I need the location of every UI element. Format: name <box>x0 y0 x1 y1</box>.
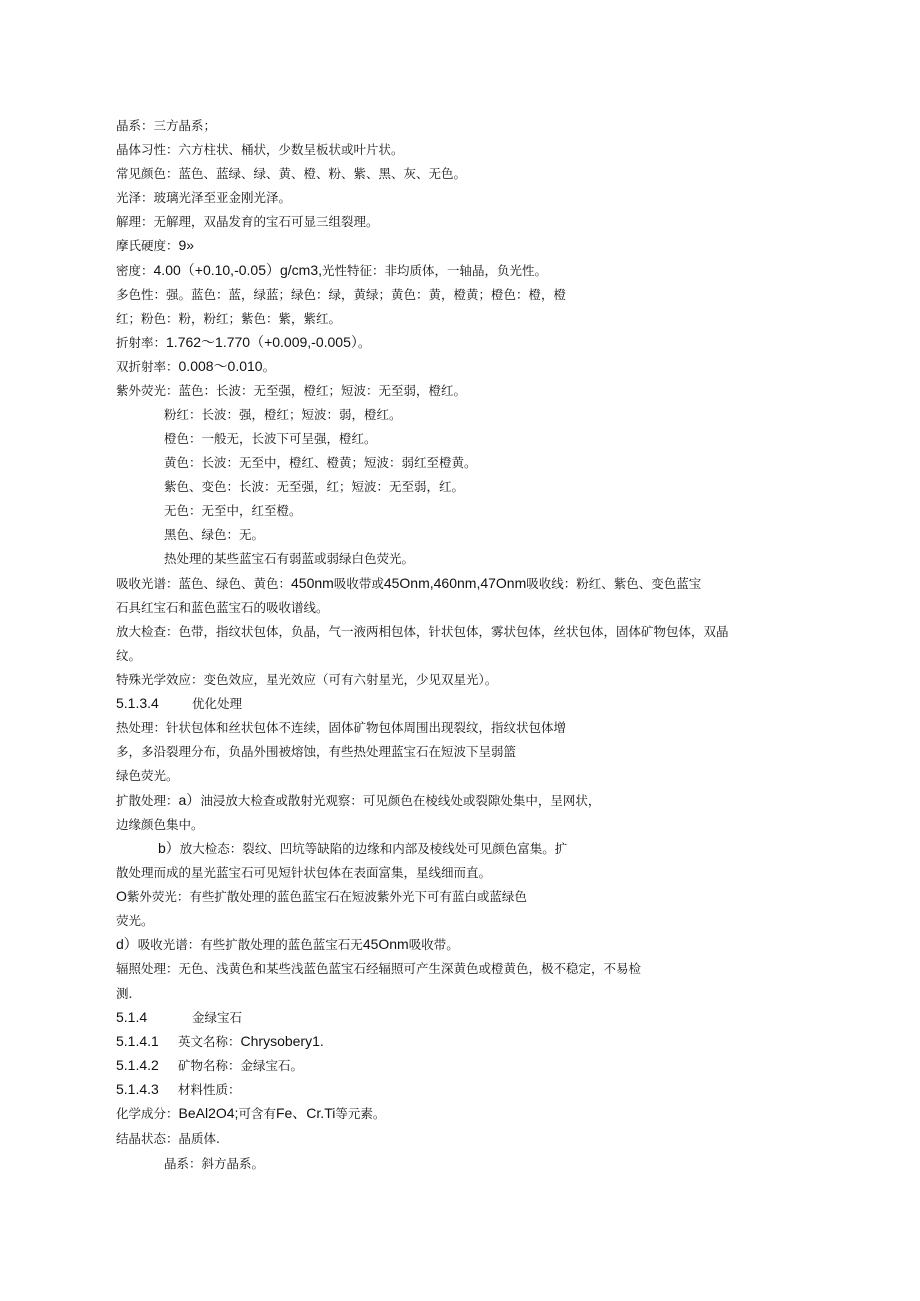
text-line: 多色性：强。蓝色：蓝，绿蓝；绿色：绿，黄绿；黄色：黄，橙黄；橙色：橙，橙 <box>116 287 567 302</box>
text-line: 黑色、绿色：无。 <box>164 527 265 542</box>
text-line: 解理：无解理，双晶发育的宝石可显三组裂理。 <box>116 214 379 229</box>
text-line: 纹。 <box>116 648 142 663</box>
text-line: 结晶状态：晶质体. <box>116 1131 220 1146</box>
text-line: 测. <box>116 986 133 1001</box>
text-line: 荧光。 <box>116 913 154 928</box>
text-line: 折射率：1.762～1.770（+0.009,-0.005）。 <box>116 334 371 350</box>
section-heading: 5.1.4.3 材料性质： <box>116 1081 241 1097</box>
text-line: 吸收光谱：蓝色、绿色、黄色：450nm吸收带或45Onm,460nm,47Onm吸收线：粉红、紫色、变色蓝宝 <box>116 575 702 591</box>
text-line: 晶系：斜方晶系。 <box>164 1156 265 1171</box>
text-line: 无色：无至中，红至橙。 <box>164 503 302 518</box>
section-heading: 5.1.3.4 优化处理 <box>116 695 243 711</box>
section-heading: 5.1.4.2 矿物名称：金绿宝石。 <box>116 1057 304 1073</box>
text-line: 放大检查：色带，指纹状包体，负晶，气一液两相包体，针状包体，雾状包体，丝状包体，固体矿物包体，双晶 <box>116 624 729 639</box>
text-line: 紫色、变色：长波：无至强，红；短波：无至弱，红。 <box>164 479 465 494</box>
text-line: 光泽：玻璃光泽至亚金刚光泽。 <box>116 190 292 205</box>
text-line: 黄色：长波：无至中，橙红、橙黄；短波：弱红至橙黄。 <box>164 455 477 470</box>
text-line: 辐照处理：无色、浅黄色和某些浅蓝色蓝宝石经辐照可产生深黄色或橙黄色，极不稳定，不易检 <box>116 961 642 976</box>
text-line: d）吸收光谱：有些扩散处理的蓝色蓝宝石无45Onm吸收带。 <box>116 936 459 952</box>
text-line: 密度：4.00（+0.10,-0.05）g/cm3,光性特征：非均质体，一轴晶，负光性。 <box>116 262 548 278</box>
text-line: 常见颜色：蓝色、蓝绿、绿、黄、橙、粉、紫、黑、灰、无色。 <box>116 166 467 181</box>
text-line: 化学成分：BeAl2O4;可含有Fe、Cr.Ti等元素。 <box>116 1105 386 1121</box>
text-line: 热处理的某些蓝宝石有弱蓝或弱绿白色荧光。 <box>164 551 415 566</box>
text-line: 紫外荧光：蓝色：长波：无至强，橙红；短波：无至弱，橙红。 <box>116 383 467 398</box>
text-line: 晶体习性：六方柱状、桶状，少数呈板状或叶片状。 <box>116 142 404 157</box>
text-line: 热处理：针状包体和丝状包体不连续，固体矿物包体周围出现裂纹，指纹状包体增 <box>116 720 567 735</box>
text-line: 晶系：三方晶系； <box>116 118 217 133</box>
text-line: 边缘颜色集中。 <box>116 817 204 832</box>
text-line: 红；粉色：粉，粉红；紫色：紫，紫红。 <box>116 311 342 326</box>
text-line: 绿色荧光。 <box>116 768 179 783</box>
text-line: 多，多沿裂理分布，负晶外围被熔蚀，有些热处理蓝宝石在短波下呈弱篮 <box>116 744 517 759</box>
text-line: 橙色：一般无，长波下可呈强，橙红。 <box>164 431 377 446</box>
text-line: 散处理而成的星光蓝宝石可见短针状包体在表面富集，星线细而直。 <box>116 865 492 880</box>
text-line: 双折射率：0.008～0.010。 <box>116 358 276 374</box>
text-line: 粉红：长波：强，橙红；短波：弱，橙红。 <box>164 407 402 422</box>
text-line: 摩氏硬度：9» <box>116 237 195 253</box>
section-heading: 5.1.4.1 英文名称：Chrysobery1. <box>116 1033 324 1049</box>
section-heading: 5.1.4 金绿宝石 <box>116 1009 243 1025</box>
text-line: 特殊光学效应：变色效应，星光效应（可有六射星光，少见双星光）。 <box>116 672 498 687</box>
text-line: b）放大检态：裂纹、凹坑等缺陷的边缘和内部及棱线处可见颜色富集。扩 <box>158 840 568 856</box>
text-line: O紫外荧光：有些扩散处理的蓝色蓝宝石在短波紫外光下可有蓝白或蓝绿色 <box>116 888 527 904</box>
text-line: 石具红宝石和蓝色蓝宝石的吸收谱线。 <box>116 600 329 615</box>
text-line: 扩散处理：a）油浸放大检查或散射光观察：可见颜色在棱线处或裂隙处集中，呈网状， <box>116 792 601 808</box>
